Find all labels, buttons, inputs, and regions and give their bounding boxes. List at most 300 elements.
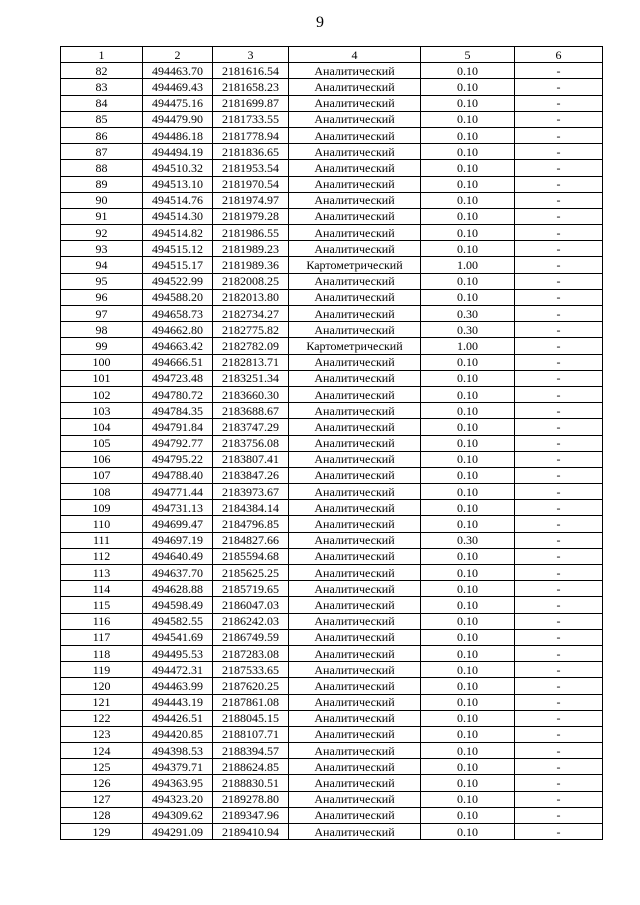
accuracy-cell: 0.10 [421, 435, 515, 451]
y-coordinate-cell: 2183688.67 [213, 403, 289, 419]
table-row [61, 726, 603, 742]
description-cell: - [515, 386, 603, 402]
point-number-cell: 128 [61, 807, 143, 823]
accuracy-cell: 1.00 [421, 338, 515, 354]
description-cell: - [515, 289, 603, 305]
x-coordinate-cell: 494699.47 [143, 516, 213, 532]
method-cell: Аналитический [289, 824, 421, 840]
method-cell: Аналитический [289, 208, 421, 224]
point-number-cell: 94 [61, 257, 143, 273]
y-coordinate-cell: 2183847.26 [213, 467, 289, 483]
method-cell: Аналитический [289, 306, 421, 322]
y-coordinate-cell: 2182734.27 [213, 306, 289, 322]
point-number-cell: 96 [61, 289, 143, 305]
table-row [61, 548, 603, 564]
method-cell: Аналитический [289, 403, 421, 419]
description-cell: - [515, 322, 603, 338]
y-coordinate-cell: 2188624.85 [213, 759, 289, 775]
point-number-cell: 129 [61, 824, 143, 840]
x-coordinate-cell: 494515.17 [143, 257, 213, 273]
accuracy-cell: 0.10 [421, 144, 515, 160]
y-coordinate-cell: 2181953.54 [213, 160, 289, 176]
y-coordinate-cell: 2183973.67 [213, 484, 289, 500]
accuracy-cell: 0.10 [421, 726, 515, 742]
table-row [61, 516, 603, 532]
y-coordinate-cell: 2188045.15 [213, 710, 289, 726]
method-cell: Аналитический [289, 192, 421, 208]
description-cell: - [515, 516, 603, 532]
y-coordinate-cell: 2182782.09 [213, 338, 289, 354]
table-row [61, 759, 603, 775]
method-cell: Аналитический [289, 581, 421, 597]
x-coordinate-cell: 494514.30 [143, 208, 213, 224]
x-coordinate-cell: 494469.43 [143, 79, 213, 95]
description-cell: - [515, 273, 603, 289]
accuracy-cell: 0.10 [421, 451, 515, 467]
point-number-cell: 89 [61, 176, 143, 192]
y-coordinate-cell: 2183747.29 [213, 419, 289, 435]
x-coordinate-cell: 494522.99 [143, 273, 213, 289]
x-coordinate-cell: 494495.53 [143, 645, 213, 661]
method-cell: Аналитический [289, 759, 421, 775]
table-row [61, 645, 603, 661]
x-coordinate-cell: 494363.95 [143, 775, 213, 791]
accuracy-cell: 0.10 [421, 370, 515, 386]
y-coordinate-cell: 2181699.87 [213, 95, 289, 111]
accuracy-cell: 0.30 [421, 322, 515, 338]
description-cell: - [515, 127, 603, 143]
x-coordinate-cell: 494323.20 [143, 791, 213, 807]
accuracy-cell: 0.10 [421, 710, 515, 726]
y-coordinate-cell: 2188394.57 [213, 743, 289, 759]
x-coordinate-cell: 494598.49 [143, 597, 213, 613]
table-row [61, 127, 603, 143]
table-row [61, 322, 603, 338]
column-header-method: 4 [289, 47, 421, 63]
y-coordinate-cell: 2183756.08 [213, 435, 289, 451]
x-coordinate-cell: 494792.77 [143, 435, 213, 451]
description-cell: - [515, 467, 603, 483]
table-row [61, 807, 603, 823]
point-number-cell: 103 [61, 403, 143, 419]
y-coordinate-cell: 2187283.08 [213, 645, 289, 661]
table-row [61, 338, 603, 354]
x-coordinate-cell: 494731.13 [143, 500, 213, 516]
table-row [61, 775, 603, 791]
description-cell: - [515, 775, 603, 791]
method-cell: Аналитический [289, 467, 421, 483]
column-header-description: 6 [515, 47, 603, 63]
description-cell: - [515, 726, 603, 742]
method-cell: Аналитический [289, 516, 421, 532]
table-row [61, 192, 603, 208]
table-row [61, 484, 603, 500]
description-cell: - [515, 662, 603, 678]
method-cell: Аналитический [289, 63, 421, 79]
table-row [61, 144, 603, 160]
point-number-cell: 104 [61, 419, 143, 435]
method-cell: Аналитический [289, 597, 421, 613]
accuracy-cell: 0.10 [421, 111, 515, 127]
y-coordinate-cell: 2184827.66 [213, 532, 289, 548]
y-coordinate-cell: 2181733.55 [213, 111, 289, 127]
table-row [61, 824, 603, 840]
accuracy-cell: 0.10 [421, 791, 515, 807]
point-number-cell: 112 [61, 548, 143, 564]
table-row [61, 370, 603, 386]
description-cell: - [515, 613, 603, 629]
table-row [61, 354, 603, 370]
table-row [61, 241, 603, 257]
description-cell: - [515, 370, 603, 386]
method-cell: Аналитический [289, 791, 421, 807]
description-cell: - [515, 694, 603, 710]
y-coordinate-cell: 2181989.23 [213, 241, 289, 257]
method-cell: Аналитический [289, 225, 421, 241]
point-number-cell: 124 [61, 743, 143, 759]
header-row [61, 47, 603, 63]
point-number-cell: 92 [61, 225, 143, 241]
method-cell: Аналитический [289, 807, 421, 823]
point-number-cell: 83 [61, 79, 143, 95]
y-coordinate-cell: 2183660.30 [213, 386, 289, 402]
description-cell: - [515, 565, 603, 581]
method-cell: Аналитический [289, 565, 421, 581]
method-cell: Аналитический [289, 451, 421, 467]
y-coordinate-cell: 2181979.28 [213, 208, 289, 224]
y-coordinate-cell: 2185594.68 [213, 548, 289, 564]
point-number-cell: 98 [61, 322, 143, 338]
accuracy-cell: 0.10 [421, 63, 515, 79]
y-coordinate-cell: 2184796.85 [213, 516, 289, 532]
x-coordinate-cell: 494463.70 [143, 63, 213, 79]
method-cell: Аналитический [289, 678, 421, 694]
description-cell: - [515, 176, 603, 192]
x-coordinate-cell: 494791.84 [143, 419, 213, 435]
y-coordinate-cell: 2182775.82 [213, 322, 289, 338]
method-cell: Аналитический [289, 500, 421, 516]
description-cell: - [515, 79, 603, 95]
method-cell: Аналитический [289, 726, 421, 742]
table-row [61, 208, 603, 224]
y-coordinate-cell: 2187533.65 [213, 662, 289, 678]
table-row [61, 500, 603, 516]
point-number-cell: 121 [61, 694, 143, 710]
point-number-cell: 84 [61, 95, 143, 111]
y-coordinate-cell: 2188107.71 [213, 726, 289, 742]
point-number-cell: 110 [61, 516, 143, 532]
method-cell: Аналитический [289, 548, 421, 564]
method-cell: Аналитический [289, 289, 421, 305]
table-row [61, 419, 603, 435]
method-cell: Аналитический [289, 79, 421, 95]
accuracy-cell: 0.10 [421, 79, 515, 95]
accuracy-cell: 0.10 [421, 419, 515, 435]
x-coordinate-cell: 494637.70 [143, 565, 213, 581]
y-coordinate-cell: 2187861.08 [213, 694, 289, 710]
column-header-y: 3 [213, 47, 289, 63]
column-header-accuracy: 5 [421, 47, 515, 63]
point-number-cell: 118 [61, 645, 143, 661]
x-coordinate-cell: 494479.90 [143, 111, 213, 127]
accuracy-cell: 0.10 [421, 192, 515, 208]
accuracy-cell: 0.10 [421, 354, 515, 370]
point-number-cell: 119 [61, 662, 143, 678]
accuracy-cell: 0.10 [421, 694, 515, 710]
method-cell: Аналитический [289, 484, 421, 500]
y-coordinate-cell: 2181658.23 [213, 79, 289, 95]
table-row [61, 273, 603, 289]
y-coordinate-cell: 2181974.97 [213, 192, 289, 208]
point-number-cell: 125 [61, 759, 143, 775]
table-row [61, 111, 603, 127]
table-row [61, 467, 603, 483]
accuracy-cell: 0.10 [421, 208, 515, 224]
y-coordinate-cell: 2186047.03 [213, 597, 289, 613]
table-row [61, 597, 603, 613]
y-coordinate-cell: 2189347.96 [213, 807, 289, 823]
point-number-cell: 113 [61, 565, 143, 581]
x-coordinate-cell: 494398.53 [143, 743, 213, 759]
accuracy-cell: 0.10 [421, 241, 515, 257]
column-header-x: 2 [143, 47, 213, 63]
description-cell: - [515, 743, 603, 759]
table-row [61, 257, 603, 273]
y-coordinate-cell: 2182013.80 [213, 289, 289, 305]
point-number-cell: 87 [61, 144, 143, 160]
y-coordinate-cell: 2186749.59 [213, 629, 289, 645]
table-body [61, 63, 603, 840]
accuracy-cell: 0.10 [421, 743, 515, 759]
method-cell: Аналитический [289, 370, 421, 386]
accuracy-cell: 0.10 [421, 95, 515, 111]
y-coordinate-cell: 2181778.94 [213, 127, 289, 143]
x-coordinate-cell: 494795.22 [143, 451, 213, 467]
method-cell: Аналитический [289, 111, 421, 127]
table-row [61, 581, 603, 597]
y-coordinate-cell: 2183807.41 [213, 451, 289, 467]
accuracy-cell: 0.10 [421, 678, 515, 694]
accuracy-cell: 0.10 [421, 176, 515, 192]
y-coordinate-cell: 2184384.14 [213, 500, 289, 516]
description-cell: - [515, 403, 603, 419]
y-coordinate-cell: 2189278.80 [213, 791, 289, 807]
y-coordinate-cell: 2185719.65 [213, 581, 289, 597]
method-cell: Аналитический [289, 435, 421, 451]
description-cell: - [515, 548, 603, 564]
table-row [61, 160, 603, 176]
x-coordinate-cell: 494780.72 [143, 386, 213, 402]
y-coordinate-cell: 2181986.55 [213, 225, 289, 241]
point-number-cell: 102 [61, 386, 143, 402]
table-header [61, 47, 603, 63]
point-number-cell: 91 [61, 208, 143, 224]
point-number-cell: 126 [61, 775, 143, 791]
y-coordinate-cell: 2189410.94 [213, 824, 289, 840]
table-row [61, 743, 603, 759]
accuracy-cell: 0.10 [421, 629, 515, 645]
x-coordinate-cell: 494771.44 [143, 484, 213, 500]
coordinates-table [60, 46, 603, 840]
point-number-cell: 111 [61, 532, 143, 548]
y-coordinate-cell: 2187620.25 [213, 678, 289, 694]
description-cell: - [515, 225, 603, 241]
x-coordinate-cell: 494510.32 [143, 160, 213, 176]
table-row [61, 451, 603, 467]
point-number-cell: 115 [61, 597, 143, 613]
accuracy-cell: 0.10 [421, 807, 515, 823]
description-cell: - [515, 144, 603, 160]
x-coordinate-cell: 494379.71 [143, 759, 213, 775]
description-cell: - [515, 63, 603, 79]
point-number-cell: 100 [61, 354, 143, 370]
column-header-point-number: 1 [61, 47, 143, 63]
y-coordinate-cell: 2183251.34 [213, 370, 289, 386]
x-coordinate-cell: 494514.76 [143, 192, 213, 208]
method-cell: Аналитический [289, 386, 421, 402]
accuracy-cell: 0.10 [421, 516, 515, 532]
description-cell: - [515, 645, 603, 661]
point-number-cell: 117 [61, 629, 143, 645]
accuracy-cell: 0.10 [421, 613, 515, 629]
method-cell: Аналитический [289, 241, 421, 257]
description-cell: - [515, 532, 603, 548]
table-row [61, 694, 603, 710]
accuracy-cell: 0.10 [421, 289, 515, 305]
x-coordinate-cell: 494443.19 [143, 694, 213, 710]
y-coordinate-cell: 2186242.03 [213, 613, 289, 629]
x-coordinate-cell: 494486.18 [143, 127, 213, 143]
accuracy-cell: 0.10 [421, 467, 515, 483]
method-cell: Аналитический [289, 273, 421, 289]
x-coordinate-cell: 494426.51 [143, 710, 213, 726]
x-coordinate-cell: 494494.19 [143, 144, 213, 160]
description-cell: - [515, 354, 603, 370]
x-coordinate-cell: 494666.51 [143, 354, 213, 370]
table-row [61, 613, 603, 629]
accuracy-cell: 0.10 [421, 581, 515, 597]
point-number-cell: 122 [61, 710, 143, 726]
description-cell: - [515, 597, 603, 613]
table-row [61, 176, 603, 192]
description-cell: - [515, 629, 603, 645]
page-number: 9 [316, 14, 324, 31]
x-coordinate-cell: 494723.48 [143, 370, 213, 386]
method-cell: Картометрический [289, 338, 421, 354]
point-number-cell: 127 [61, 791, 143, 807]
method-cell: Аналитический [289, 354, 421, 370]
table-row [61, 79, 603, 95]
description-cell: - [515, 419, 603, 435]
description-cell: - [515, 678, 603, 694]
table-row [61, 532, 603, 548]
method-cell: Аналитический [289, 160, 421, 176]
x-coordinate-cell: 494628.88 [143, 581, 213, 597]
accuracy-cell: 0.30 [421, 532, 515, 548]
description-cell: - [515, 807, 603, 823]
y-coordinate-cell: 2182813.71 [213, 354, 289, 370]
accuracy-cell: 1.00 [421, 257, 515, 273]
x-coordinate-cell: 494784.35 [143, 403, 213, 419]
x-coordinate-cell: 494788.40 [143, 467, 213, 483]
description-cell: - [515, 791, 603, 807]
method-cell: Аналитический [289, 743, 421, 759]
point-number-cell: 114 [61, 581, 143, 597]
point-number-cell: 107 [61, 467, 143, 483]
table-row [61, 435, 603, 451]
table-row [61, 95, 603, 111]
method-cell: Аналитический [289, 532, 421, 548]
x-coordinate-cell: 494541.69 [143, 629, 213, 645]
method-cell: Аналитический [289, 95, 421, 111]
description-cell: - [515, 95, 603, 111]
method-cell: Аналитический [289, 176, 421, 192]
table-row [61, 710, 603, 726]
point-number-cell: 116 [61, 613, 143, 629]
accuracy-cell: 0.10 [421, 127, 515, 143]
accuracy-cell: 0.10 [421, 597, 515, 613]
point-number-cell: 82 [61, 63, 143, 79]
y-coordinate-cell: 2181989.36 [213, 257, 289, 273]
point-number-cell: 123 [61, 726, 143, 742]
x-coordinate-cell: 494662.80 [143, 322, 213, 338]
x-coordinate-cell: 494475.16 [143, 95, 213, 111]
method-cell: Аналитический [289, 694, 421, 710]
description-cell: - [515, 484, 603, 500]
x-coordinate-cell: 494697.19 [143, 532, 213, 548]
description-cell: - [515, 581, 603, 597]
accuracy-cell: 0.10 [421, 662, 515, 678]
accuracy-cell: 0.10 [421, 500, 515, 516]
y-coordinate-cell: 2182008.25 [213, 273, 289, 289]
x-coordinate-cell: 494463.99 [143, 678, 213, 694]
point-number-cell: 85 [61, 111, 143, 127]
accuracy-cell: 0.10 [421, 484, 515, 500]
method-cell: Аналитический [289, 127, 421, 143]
point-number-cell: 108 [61, 484, 143, 500]
point-number-cell: 95 [61, 273, 143, 289]
description-cell: - [515, 257, 603, 273]
point-number-cell: 106 [61, 451, 143, 467]
table-row [61, 662, 603, 678]
table-row [61, 289, 603, 305]
point-number-cell: 90 [61, 192, 143, 208]
table-row [61, 225, 603, 241]
method-cell: Аналитический [289, 322, 421, 338]
accuracy-cell: 0.10 [421, 775, 515, 791]
method-cell: Аналитический [289, 662, 421, 678]
method-cell: Аналитический [289, 645, 421, 661]
accuracy-cell: 0.10 [421, 565, 515, 581]
accuracy-cell: 0.10 [421, 759, 515, 775]
point-number-cell: 120 [61, 678, 143, 694]
accuracy-cell: 0.10 [421, 548, 515, 564]
y-coordinate-cell: 2188830.51 [213, 775, 289, 791]
description-cell: - [515, 306, 603, 322]
table-row [61, 791, 603, 807]
accuracy-cell: 0.10 [421, 645, 515, 661]
method-cell: Аналитический [289, 613, 421, 629]
x-coordinate-cell: 494588.20 [143, 289, 213, 305]
point-number-cell: 105 [61, 435, 143, 451]
method-cell: Аналитический [289, 144, 421, 160]
point-number-cell: 99 [61, 338, 143, 354]
description-cell: - [515, 824, 603, 840]
accuracy-cell: 0.10 [421, 225, 515, 241]
method-cell: Аналитический [289, 775, 421, 791]
description-cell: - [515, 435, 603, 451]
y-coordinate-cell: 2181616.54 [213, 63, 289, 79]
